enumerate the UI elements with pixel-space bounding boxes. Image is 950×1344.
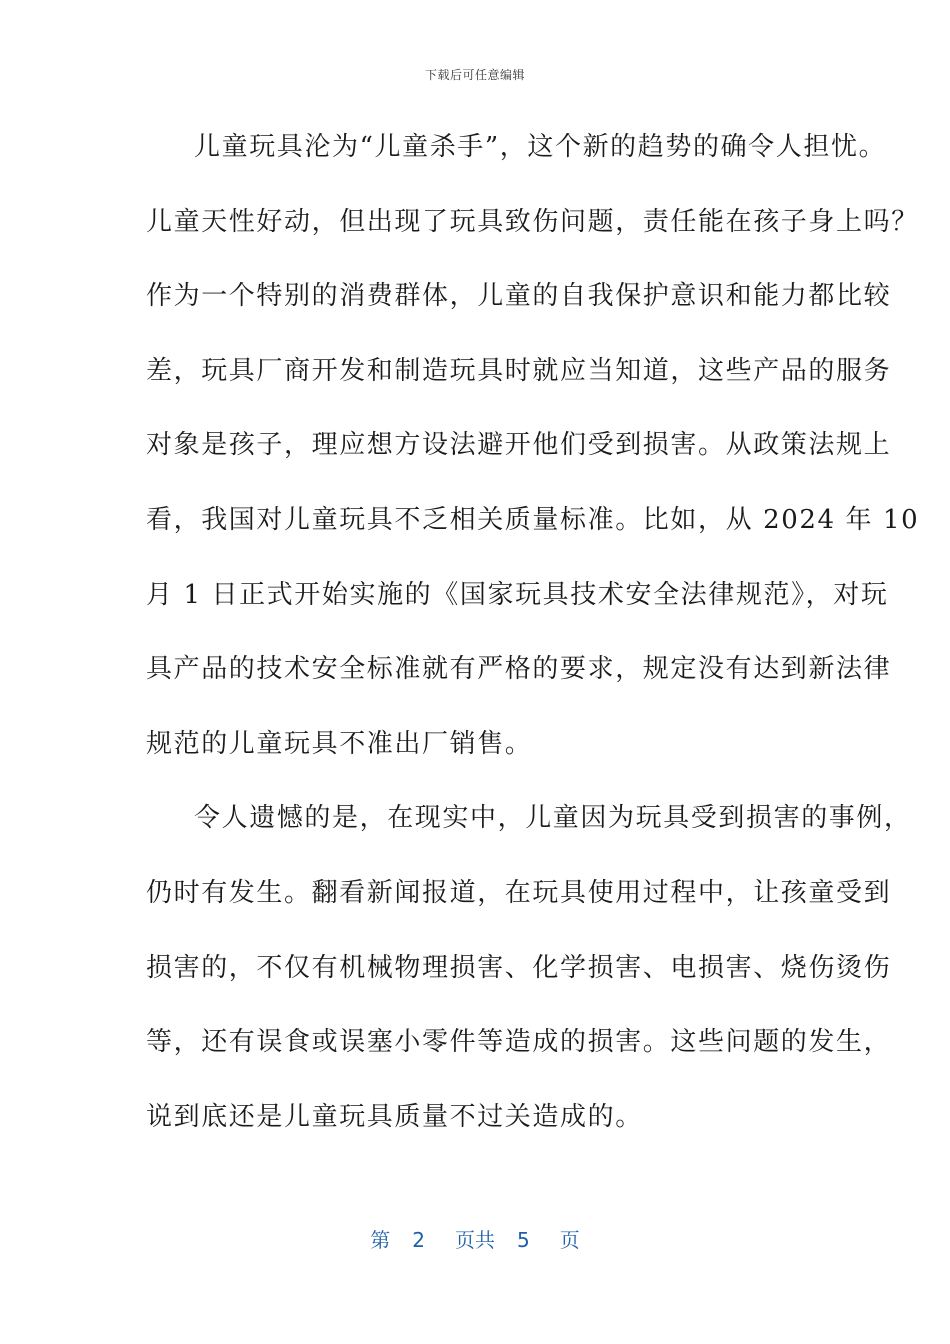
text-line: 差，玩具厂商开发和制造玩具时就应当知道，这些产品的服务 bbox=[146, 355, 892, 386]
text-line: 作为一个特别的消费群体，儿童的自我保护意识和能力都比较 bbox=[146, 281, 892, 312]
text-line: 损害的，不仅有机械物理损害、化学损害、电损害、烧伤烫伤 bbox=[146, 952, 892, 983]
text-line: 说到底还是儿童玩具质量不过关造成的。 bbox=[146, 1101, 643, 1132]
footer-total-pages: 5 bbox=[517, 1228, 530, 1252]
text-line: 令人遗憾的是，在现实中，儿童因为玩具受到损害的事例， bbox=[194, 803, 912, 834]
text-line: 儿童玩具沦为“儿童杀手”，这个新的趋势的确令人担忧。 bbox=[194, 132, 887, 162]
paragraph-1 bbox=[146, 110, 920, 781]
text-line: 月 1 日正式开始实施的《国家玩具技术安全法律规范》，对玩 bbox=[146, 579, 889, 610]
text-line: 规范的儿童玩具不准出厂销售。 bbox=[146, 728, 533, 759]
footer-suffix: 页 bbox=[559, 1228, 580, 1252]
footer-current-page: 2 bbox=[412, 1228, 425, 1252]
text-line: 具产品的技术安全标准就有严格的要求，规定没有达到新法律 bbox=[146, 654, 892, 685]
text-line: 等，还有误食或误塞小零件等造成的损害。这些问题的发生， bbox=[146, 1027, 892, 1058]
document-body bbox=[146, 110, 920, 1154]
text-line: 对象是孩子，理应想方设法避开他们受到损害。从政策法规上 bbox=[146, 430, 892, 461]
text-line: 看，我国对儿童玩具不乏相关质量标准。比如，从 2024 年 10 bbox=[146, 504, 920, 535]
paragraph-2 bbox=[146, 781, 912, 1154]
footer-prefix: 第 bbox=[370, 1228, 391, 1252]
text-line: 仍时有发生。翻看新闻报道，在玩具使用过程中，让孩童受到 bbox=[146, 877, 892, 908]
header-note: 下载后可任意编辑 bbox=[424, 68, 525, 82]
text-line: 儿童天性好动，但出现了玩具致伤问题，责任能在孩子身上吗？ bbox=[146, 206, 919, 237]
page-number-footer bbox=[0, 1224, 950, 1253]
footer-middle: 页共 bbox=[455, 1228, 495, 1252]
